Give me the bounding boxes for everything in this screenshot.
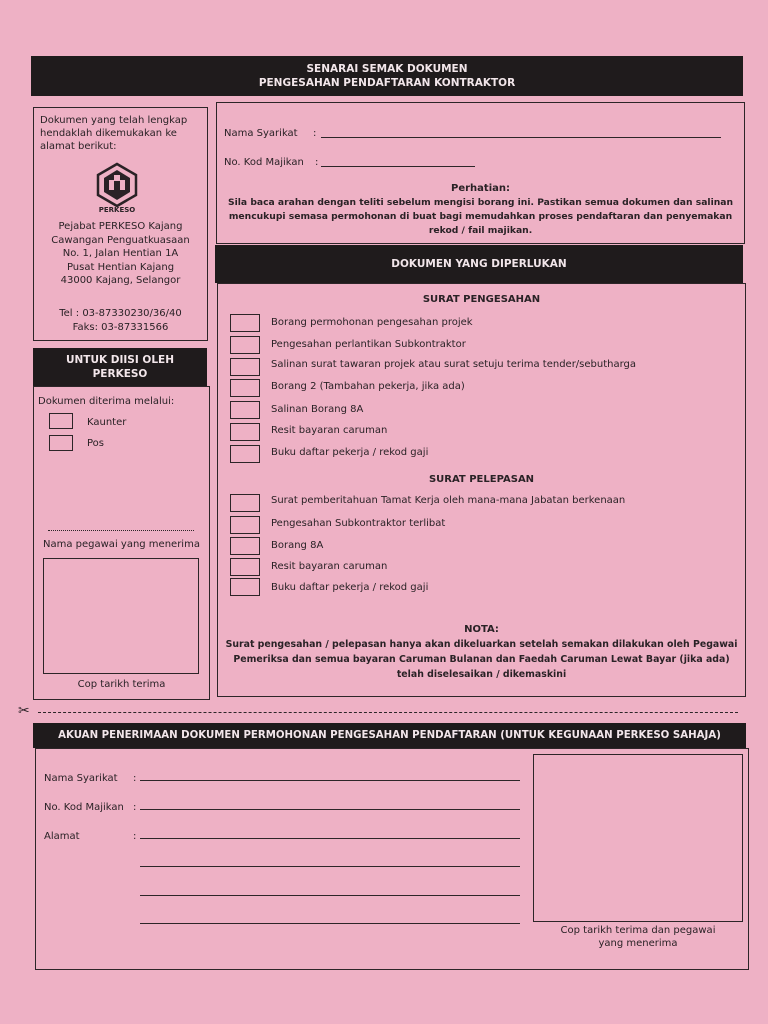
form-title-line2: PENGESAHAN PENDAFTARAN KONTRAKTOR [258, 77, 516, 89]
colon: : [313, 128, 317, 139]
perhatian-text [217, 196, 744, 238]
address-box [33, 107, 208, 341]
ack-alamat-label: Alamat [44, 831, 80, 842]
tel-number: Tel : 03-87330230/36/40 [59, 308, 182, 319]
perhatian-line: Sila baca arahan dengan teliti sebelum mengisi borang ini. Pastikan semua dokumen dan salinan [228, 197, 733, 208]
docs-box [217, 283, 746, 697]
kaunter-label: Kaunter [87, 417, 127, 428]
colon: : [133, 802, 137, 813]
colon: : [315, 157, 319, 168]
perkeso-logo [94, 162, 140, 216]
ack-stamp-label-line2: yang menerima [598, 938, 678, 949]
stamp-label: Cop tarikh terima [77, 679, 166, 690]
checkbox[interactable] [230, 558, 260, 576]
doc-item: Pengesahan perlantikan Subkontraktor [271, 339, 466, 350]
checkbox[interactable] [230, 358, 260, 376]
ack-kod-field[interactable] [140, 809, 520, 810]
nama-syarikat-label: Nama Syarikat [224, 128, 298, 139]
ack-stamp-box [533, 754, 743, 922]
surat-pengesahan-title: SURAT PENGESAHAN [422, 294, 541, 305]
checkbox[interactable] [230, 537, 260, 555]
checkbox[interactable] [230, 336, 260, 354]
office-address [34, 220, 207, 288]
kaunter-checkbox[interactable] [49, 413, 73, 429]
nama-syarikat-field[interactable] [321, 137, 721, 138]
fax-number: Faks: 03-87331566 [72, 322, 169, 333]
officer-name-label: Nama pegawai yang menerima [43, 539, 200, 550]
nota-title: NOTA: [464, 624, 499, 635]
doc-item: Borang permohonan pengesahan projek [271, 317, 473, 328]
acknowledgement-box [35, 748, 749, 970]
doc-item: Buku daftar pekerja / rekod gaji [271, 582, 429, 593]
checkbox[interactable] [230, 423, 260, 441]
doc-item: Pengesahan Subkontraktor terlibat [271, 518, 446, 529]
logo-text: PERKESO [98, 206, 136, 214]
surat-pelepasan-title: SURAT PELEPASAN [428, 474, 535, 485]
perkeso-header-line2: PERKESO [92, 368, 148, 380]
doc-item: Resit bayaran caruman [271, 561, 388, 572]
doc-item: Surat pemberitahuan Tamat Kerja oleh mana-mana Jabatan berkenaan [271, 495, 626, 506]
checkbox[interactable] [230, 314, 260, 332]
perhatian-title: Perhatian: [451, 183, 510, 194]
ack-nama-field[interactable] [140, 780, 520, 781]
cut-line [38, 712, 738, 713]
colon: : [133, 831, 137, 842]
nota-line: Pemeriksa dan semua bayaran Caruman Bulanan dan Faedah Caruman Lewat Bayar (jika ada) [233, 654, 730, 665]
checkbox[interactable] [230, 445, 260, 463]
form-title-line1: SENARAI SEMAK DOKUMEN [306, 63, 468, 75]
ack-alamat-field[interactable] [140, 923, 520, 924]
received-via-label: Dokumen diterima melalui: [38, 396, 175, 407]
checkbox[interactable] [230, 494, 260, 512]
ack-kod-label: No. Kod Majikan [44, 802, 124, 813]
ack-stamp-label-line1: Cop tarikh terima dan pegawai [560, 925, 716, 936]
ack-alamat-field[interactable] [140, 895, 520, 896]
scissors-icon: ✂ [18, 703, 30, 719]
company-box [216, 102, 745, 244]
perhatian-line: rekod / fail majikan. [428, 225, 533, 236]
intro-line: alamat berikut: [40, 141, 117, 152]
nota-text [218, 637, 745, 682]
checkbox[interactable] [230, 578, 260, 596]
ack-nama-label: Nama Syarikat [44, 773, 118, 784]
address-line: 43000 Kajang, Selangor [60, 275, 181, 286]
ack-stamp-label [533, 924, 743, 950]
stamp-box [43, 558, 199, 674]
colon: : [133, 773, 137, 784]
doc-item: Borang 8A [271, 540, 324, 551]
address-line: No. 1, Jalan Hentian 1A [62, 248, 179, 259]
pos-checkbox[interactable] [49, 435, 73, 451]
address-intro [40, 114, 205, 153]
perkeso-header-line1: UNTUK DIISI OLEH [65, 354, 175, 366]
pos-label: Pos [87, 438, 105, 449]
perhatian-line: mencukupi semasa permohonan di buat bagi memudahkan proses pendaftaran dan penyemakan [228, 211, 733, 222]
kod-majikan-label: No. Kod Majikan [224, 157, 304, 168]
ack-alamat-field[interactable] [140, 838, 520, 839]
perkeso-use-box [33, 386, 210, 700]
form-header [31, 56, 743, 96]
checkbox[interactable] [230, 516, 260, 534]
doc-item: Salinan surat tawaran projek atau surat setuju terima tender/sebutharga [271, 359, 637, 370]
intro-line: hendaklah dikemukakan ke [40, 128, 177, 139]
doc-item: Salinan Borang 8A [271, 404, 364, 415]
officer-name-field[interactable] [48, 530, 194, 531]
nota-line: Surat pengesahan / pelepasan hanya akan dikeluarkan setelah semakan dilakukan oleh Pegawai [225, 639, 738, 650]
docs-header: DOKUMEN YANG DIPERLUKAN [215, 245, 743, 283]
perkeso-use-header [33, 348, 207, 386]
address-line: Pejabat PERKESO Kajang [58, 221, 183, 232]
address-line: Cawangan Penguatkuasaan [51, 234, 190, 246]
ack-alamat-field[interactable] [140, 866, 520, 867]
doc-item: Borang 2 (Tambahan pekerja, jika ada) [271, 381, 465, 392]
address-line: Pusat Hentian Kajang [66, 261, 175, 273]
nota-line: telah diselesaikan / dikemaskini [396, 669, 567, 680]
checkbox[interactable] [230, 379, 260, 397]
intro-line: Dokumen yang telah lengkap [40, 115, 188, 126]
acknowledgement-header: AKUAN PENERIMAAN DOKUMEN PERMOHONAN PENGESAHAN PENDAFTARAN (UNTUK KEGUNAAN PERKESO SAHAJA) [33, 723, 746, 748]
checkbox[interactable] [230, 401, 260, 419]
doc-item: Resit bayaran caruman [271, 425, 388, 436]
doc-item: Buku daftar pekerja / rekod gaji [271, 447, 429, 458]
kod-majikan-field[interactable] [321, 166, 475, 167]
